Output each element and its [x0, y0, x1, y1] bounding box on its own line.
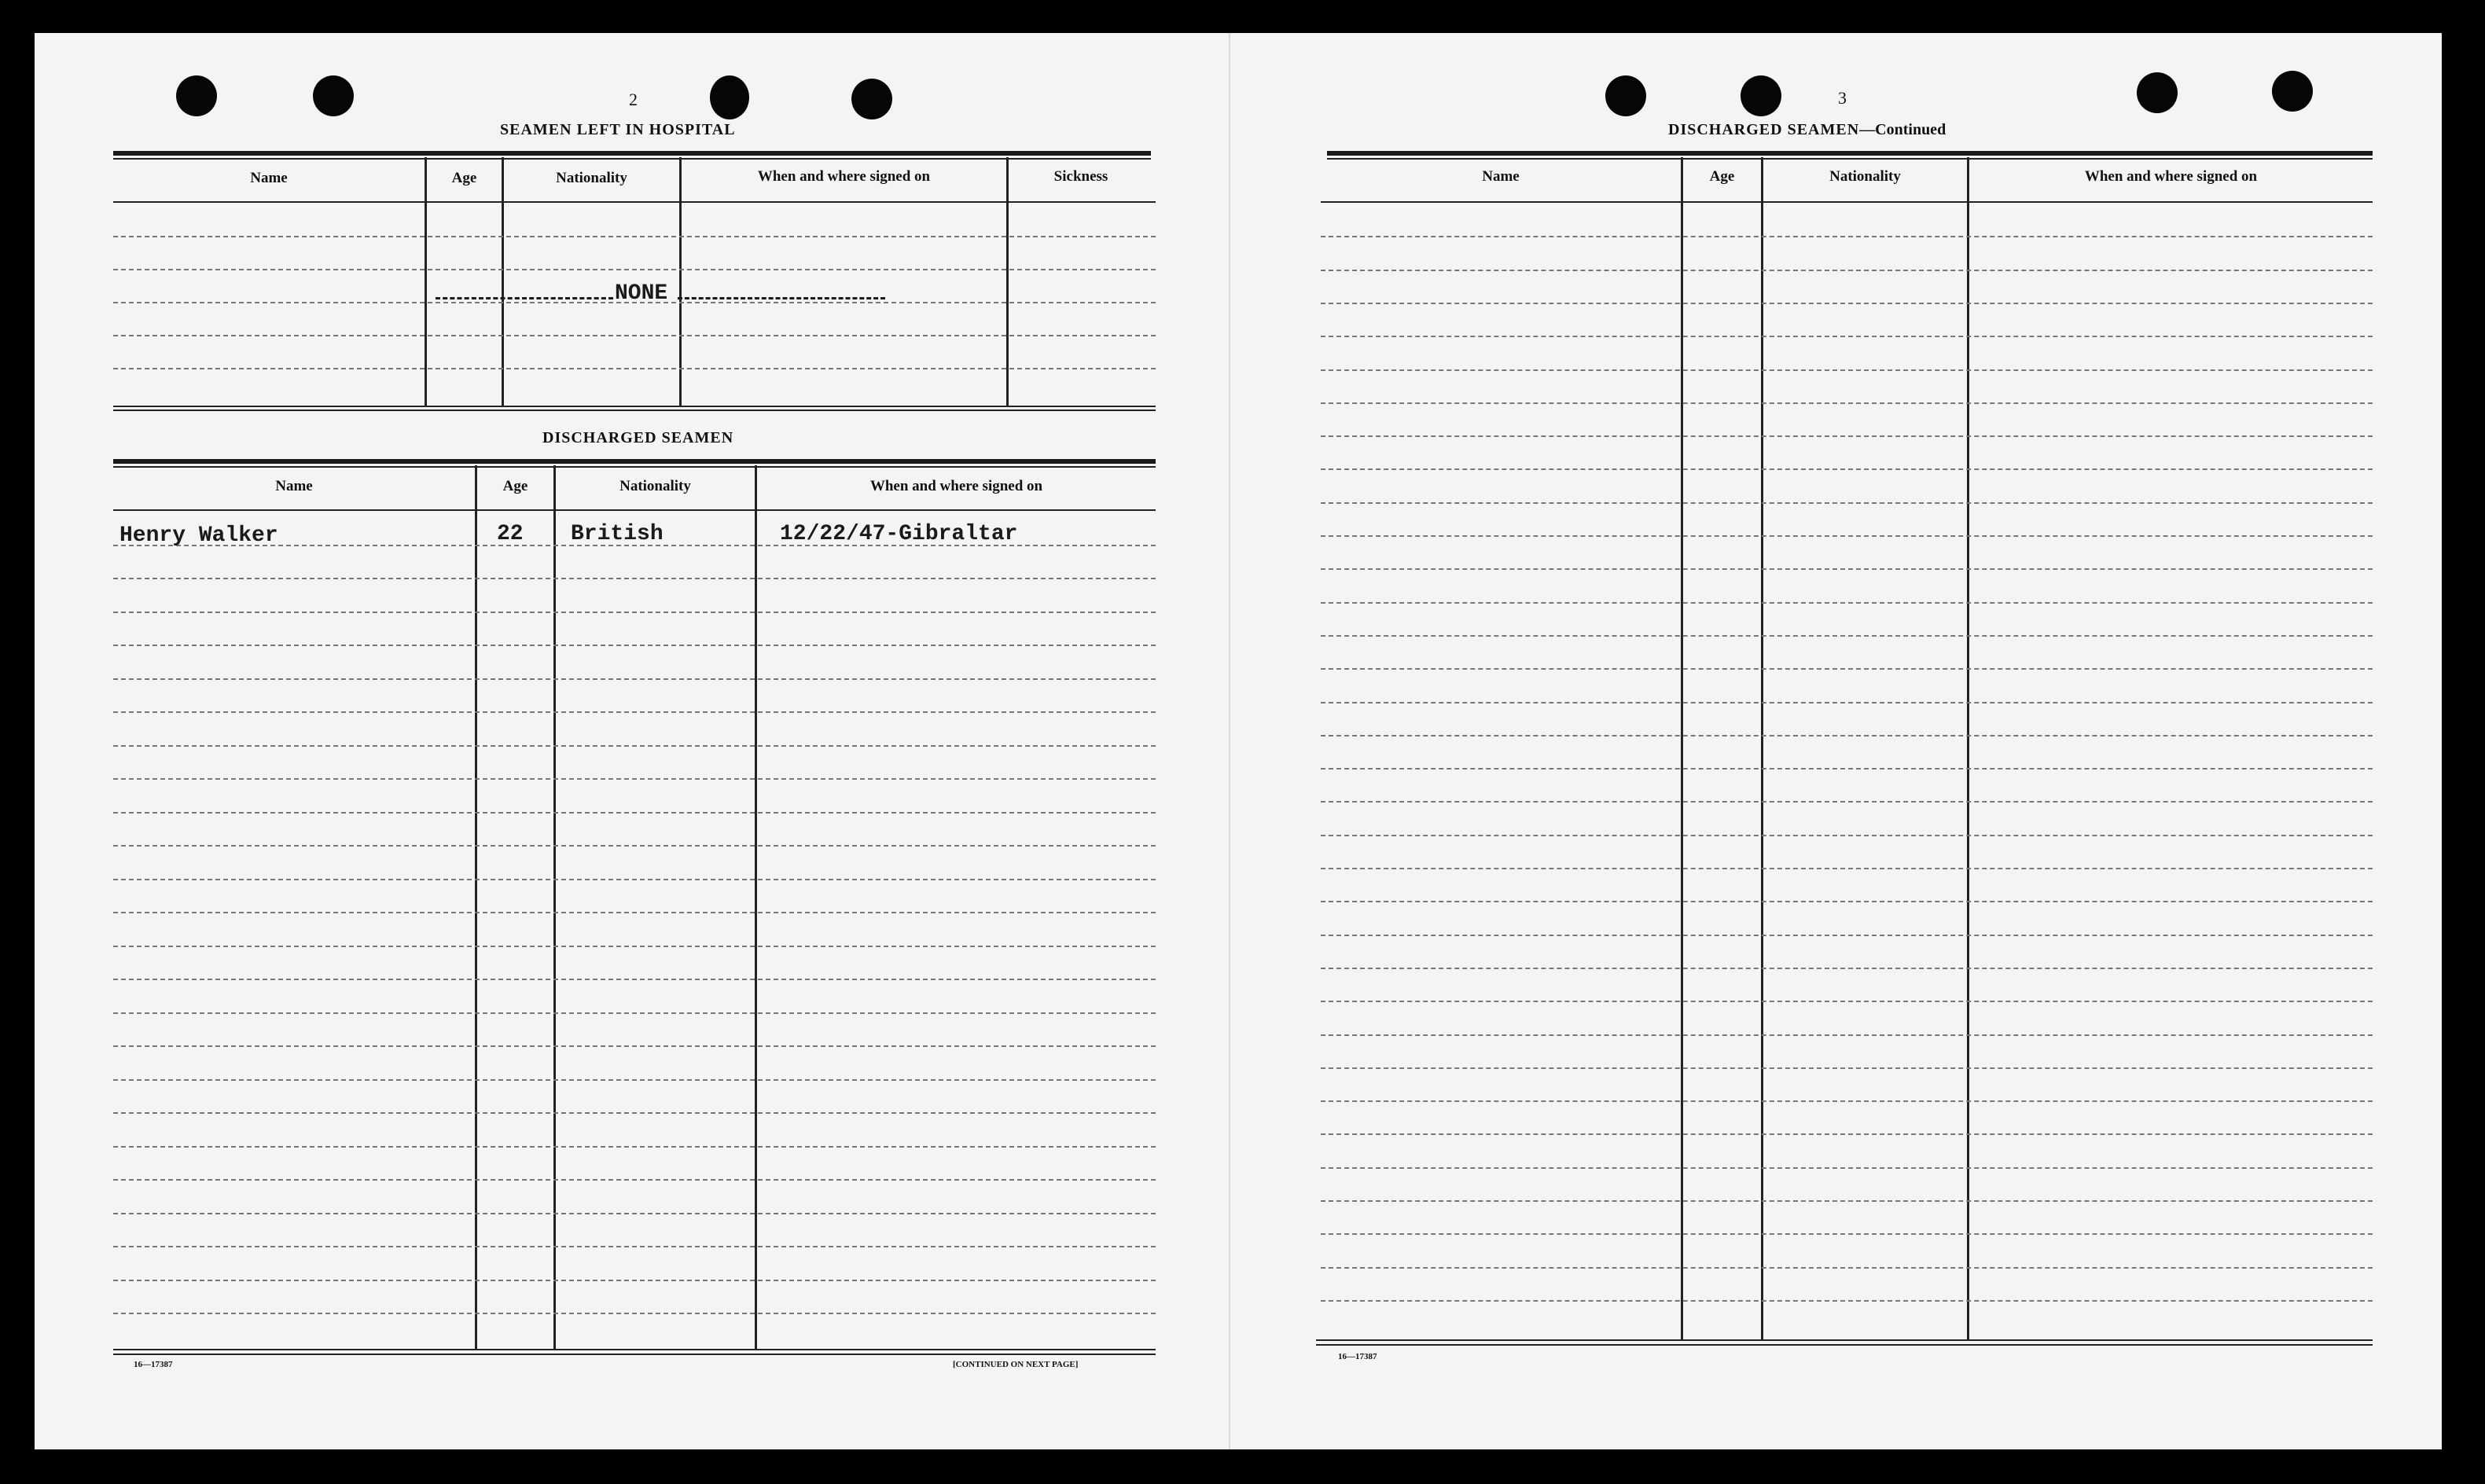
table-row — [1321, 535, 2373, 537]
continued-row-lines — [1321, 203, 2373, 1339]
table-row — [1321, 602, 2373, 604]
rule — [113, 1349, 1156, 1350]
table-row — [1321, 369, 2373, 371]
table-row — [113, 1213, 1156, 1214]
rule — [113, 459, 1156, 464]
table-row — [113, 612, 1156, 613]
table-row — [113, 812, 1156, 814]
table-row — [1321, 336, 2373, 337]
table-row — [113, 645, 1156, 646]
hospital-col-sickness: Sickness — [1053, 168, 1108, 185]
table-row — [1321, 435, 2373, 437]
discharged-col-nationality: Nationality — [619, 478, 691, 494]
table-row — [1321, 1067, 2373, 1069]
table-row — [1321, 502, 2373, 504]
table-row — [1321, 668, 2373, 670]
table-row — [1321, 1200, 2373, 1202]
discharged-col-name: Name — [275, 478, 313, 494]
table-row — [113, 1045, 1156, 1047]
table-row — [1321, 1300, 2373, 1302]
continued-title-suffix: —Continued — [1859, 121, 1946, 138]
form-number-left: 16—17387 — [134, 1360, 173, 1369]
hospital-none-entry: NONE — [615, 281, 668, 306]
rule — [1327, 158, 2373, 160]
discharged-col-signed-on: When and where signed on — [869, 478, 1043, 494]
rule — [113, 1354, 1156, 1355]
table-row — [113, 879, 1156, 880]
table-row — [1321, 1001, 2373, 1002]
table-row — [1321, 468, 2373, 470]
none-dash-right — [678, 297, 885, 299]
rule — [1327, 151, 2373, 156]
table-row — [1321, 901, 2373, 902]
table-row — [113, 236, 1156, 237]
table-row — [1321, 868, 2373, 869]
table-row — [1321, 303, 2373, 304]
table-row — [113, 912, 1156, 913]
table-row — [113, 845, 1156, 847]
table-row — [113, 1146, 1156, 1148]
table-row — [113, 1246, 1156, 1247]
discharged-age-cell: 22 — [497, 522, 524, 546]
punch-hole — [1741, 75, 1781, 116]
page-number-right: 3 — [1838, 88, 1847, 108]
punch-hole — [2272, 71, 2313, 112]
discharged-signed-on-cell: 12/22/47-Gibraltar — [780, 522, 1018, 546]
punch-hole — [851, 79, 892, 119]
table-row — [113, 745, 1156, 747]
discharged-row-lines — [113, 511, 1156, 1349]
discharged-name-cell: Henry Walker — [119, 523, 278, 548]
table-row — [1321, 1034, 2373, 1036]
table-row — [1321, 835, 2373, 836]
none-dash-left — [436, 297, 613, 299]
table-row — [113, 1313, 1156, 1314]
continued-col-nationality: Nationality — [1829, 168, 1901, 185]
rule — [113, 406, 1156, 407]
table-row — [113, 1112, 1156, 1114]
hospital-col-nationality: Nationality — [556, 170, 627, 186]
rule — [113, 466, 1156, 468]
table-row — [1321, 735, 2373, 736]
punch-hole — [2137, 72, 2178, 113]
table-row — [113, 368, 1156, 369]
table-row — [113, 335, 1156, 336]
table-row — [113, 979, 1156, 980]
table-row — [113, 1012, 1156, 1014]
hospital-col-age: Age — [451, 170, 477, 186]
table-row — [1321, 1100, 2373, 1102]
table-row — [1321, 801, 2373, 803]
table-row — [1321, 635, 2373, 637]
discharged-section-title: DISCHARGED SEAMEN — [542, 429, 734, 446]
rule — [1316, 1344, 2373, 1346]
table-row — [113, 778, 1156, 780]
table-row — [1321, 968, 2373, 969]
page-number-left: 2 — [629, 90, 638, 109]
hospital-col-signed-on: When and where signed on — [757, 168, 931, 185]
continued-note: [CONTINUED ON NEXT PAGE] — [953, 1360, 1079, 1369]
form-number-right: 16—17387 — [1338, 1352, 1377, 1361]
table-row — [113, 1179, 1156, 1181]
table-row — [113, 578, 1156, 579]
table-row — [113, 946, 1156, 947]
table-row — [1321, 568, 2373, 570]
table-row — [113, 1280, 1156, 1281]
continued-section-title — [1668, 121, 1946, 139]
hospital-col-name: Name — [250, 170, 288, 186]
table-row — [113, 269, 1156, 270]
table-row — [1321, 270, 2373, 271]
table-row — [1321, 702, 2373, 703]
table-row — [1321, 1267, 2373, 1269]
table-row — [1321, 402, 2373, 404]
table-row — [1321, 768, 2373, 770]
hospital-section-title: SEAMEN LEFT IN HOSPITAL — [500, 121, 736, 138]
table-row — [1321, 1233, 2373, 1235]
rule — [113, 158, 1151, 160]
table-row — [113, 678, 1156, 680]
table-row — [113, 1079, 1156, 1081]
rule — [1316, 1339, 2373, 1341]
discharged-nationality-cell: British — [571, 522, 664, 546]
table-row — [113, 711, 1156, 713]
continued-col-age: Age — [1709, 168, 1735, 185]
continued-col-name: Name — [1482, 168, 1520, 185]
rule — [113, 151, 1151, 156]
punch-hole — [313, 75, 354, 116]
continued-title-main: DISCHARGED SEAMEN — [1668, 121, 1860, 138]
punch-hole — [1605, 75, 1646, 116]
discharged-col-age: Age — [502, 478, 528, 494]
punch-hole — [710, 75, 749, 119]
table-row — [1321, 1167, 2373, 1169]
page-fold — [1229, 33, 1230, 1449]
table-row — [1321, 1133, 2373, 1135]
rule — [113, 410, 1156, 411]
table-row — [1321, 935, 2373, 936]
table-row — [1321, 236, 2373, 237]
punch-hole — [176, 75, 217, 116]
continued-col-signed-on: When and where signed on — [2084, 168, 2258, 185]
